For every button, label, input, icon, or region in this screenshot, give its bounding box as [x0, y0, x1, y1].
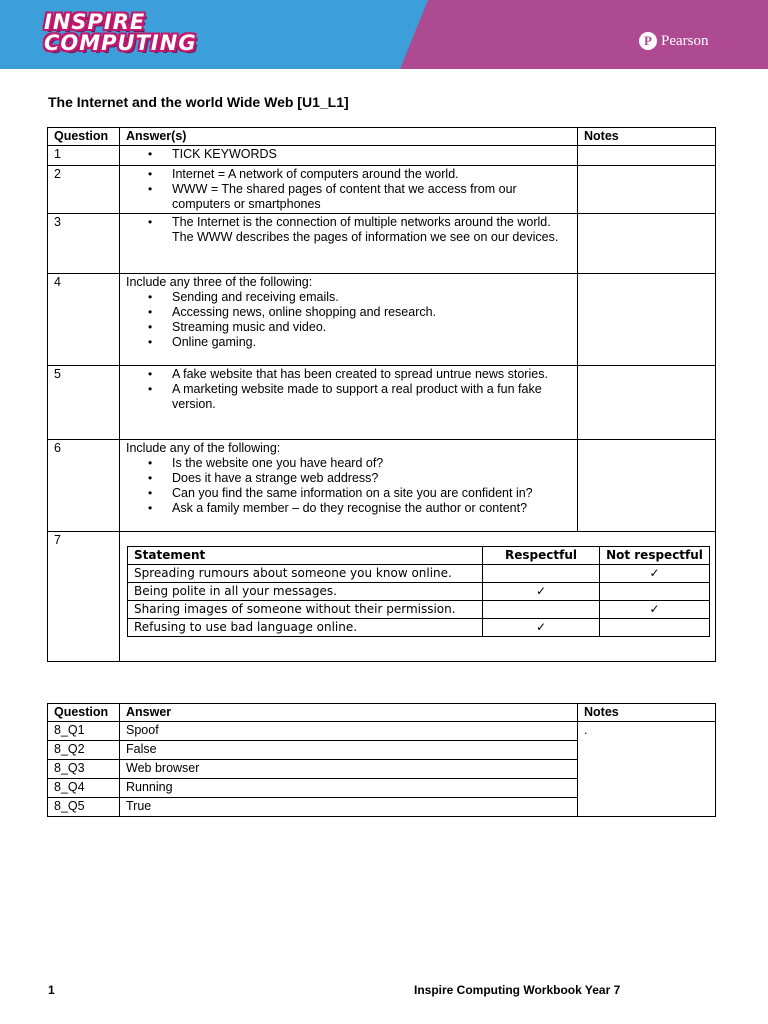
respect-table-cell: [120, 532, 716, 662]
answer-bullet: • Accessing news, online shopping and research.: [172, 305, 571, 320]
header-not-respectful: Not respectful: [600, 547, 710, 565]
not-respectful-tick: ✓: [600, 565, 710, 583]
answers-table-header: [48, 128, 716, 146]
answer-text: Web browser: [120, 760, 578, 779]
answer-bullet: • Streaming music and video.: [172, 320, 571, 335]
respectful-tick: ✓: [483, 583, 600, 601]
question-id: 8_Q2: [48, 741, 120, 760]
notes-cell: .: [578, 722, 716, 817]
question-number: 7: [48, 532, 120, 662]
table-row: [128, 601, 710, 619]
question-number: 2: [48, 166, 120, 214]
answer-cell: [120, 166, 578, 214]
answer-bullet: • Can you find the same information on a site you are confident in?: [172, 486, 571, 501]
statement-text: Sharing images of someone without their permission.: [128, 601, 483, 619]
header-respectful: Respectful: [483, 547, 600, 565]
answer-bullet: • Online gaming.: [172, 335, 571, 350]
table-row: [128, 619, 710, 637]
not-respectful-tick: [600, 619, 710, 637]
table-row: [48, 214, 716, 274]
header-notes: Notes: [578, 128, 716, 146]
table-row: [128, 565, 710, 583]
question-id: 8_Q1: [48, 722, 120, 741]
answer-bullet: • Internet = A network of computers around the world.: [172, 167, 571, 182]
header-answer: Answer: [120, 704, 578, 722]
statement-text: Refusing to use bad language online.: [128, 619, 483, 637]
table-row: [48, 166, 716, 214]
notes-cell: [578, 440, 716, 532]
table-row: [48, 274, 716, 366]
footer-book-title: Inspire Computing Workbook Year 7: [414, 983, 621, 997]
header-statement: Statement: [128, 547, 483, 565]
pearson-icon: P: [639, 32, 657, 50]
answers-table: [47, 127, 716, 662]
statement-text: Being polite in all your messages.: [128, 583, 483, 601]
respectful-tick: ✓: [483, 619, 600, 637]
page-title: The Internet and the world Wide Web [U1_L1]: [48, 94, 349, 110]
header-answers: Answer(s): [120, 128, 578, 146]
statement-text: Spreading rumours about someone you know online.: [128, 565, 483, 583]
quiz-answers-table: [47, 703, 716, 817]
answer-cell: [120, 146, 578, 166]
notes-cell: [578, 146, 716, 166]
answer-text: False: [120, 741, 578, 760]
question-id: 8_Q3: [48, 760, 120, 779]
answer-bullet: • Is the website one you have heard of?: [172, 456, 571, 471]
answer-cell: [120, 366, 578, 440]
table-row: [48, 146, 716, 166]
answer-bullet: • Does it have a strange web address?: [172, 471, 571, 486]
question-id: 8_Q5: [48, 798, 120, 817]
answer-bullet: • WWW = The shared pages of content that we access from our computers or smartphones: [172, 182, 571, 212]
page-number: 1: [48, 983, 55, 997]
answer-bullet: • TICK KEYWORDS: [172, 147, 571, 162]
notes-cell: [578, 166, 716, 214]
question-number: 6: [48, 440, 120, 532]
respect-table: [127, 546, 710, 637]
answer-bullet: • Sending and receiving emails.: [172, 290, 571, 305]
notes-cell: [578, 214, 716, 274]
notes-cell: [578, 366, 716, 440]
question-id: 8_Q4: [48, 779, 120, 798]
header-question: Question: [48, 128, 120, 146]
answer-intro: Include any of the following:: [126, 441, 281, 455]
table-row: [48, 440, 716, 532]
answer-bullet: • The Internet is the connection of multiple networks around the world. The WWW describes the pages of information we see on our devices.: [172, 215, 571, 245]
answer-cell: [120, 214, 578, 274]
question-number: 3: [48, 214, 120, 274]
answer-bullet: • A marketing website made to support a real product with a fun fake version.: [172, 382, 571, 412]
answer-intro: Include any three of the following:: [126, 275, 313, 289]
header-question: Question: [48, 704, 120, 722]
table-row: [48, 366, 716, 440]
question-number: 4: [48, 274, 120, 366]
table-row: [128, 583, 710, 601]
respectful-tick: [483, 565, 600, 583]
quiz-table-header: [48, 704, 716, 722]
answer-text: True: [120, 798, 578, 817]
answer-cell: [120, 440, 578, 532]
banner-magenta-panel: [400, 0, 768, 69]
logo-line-2: COMPUTING: [44, 31, 197, 55]
question-number: 1: [48, 146, 120, 166]
question-number: 5: [48, 366, 120, 440]
not-respectful-tick: [600, 583, 710, 601]
inspire-computing-logo: [44, 12, 224, 56]
table-row: [48, 532, 716, 662]
answer-text: Running: [120, 779, 578, 798]
table-row: [48, 722, 716, 741]
header-banner: [0, 0, 768, 69]
pearson-wordmark: Pearson: [661, 32, 709, 49]
answer-cell: [120, 274, 578, 366]
answer-bullet: • A fake website that has been created to spread untrue news stories.: [172, 367, 571, 382]
answer-text: Spoof: [120, 722, 578, 741]
logo-line-1: INSPIRE: [44, 10, 146, 34]
respectful-tick: [483, 601, 600, 619]
notes-cell: [578, 274, 716, 366]
header-notes: Notes: [578, 704, 716, 722]
pearson-logo: [639, 32, 709, 50]
not-respectful-tick: ✓: [600, 601, 710, 619]
answer-bullet: • Ask a family member – do they recognise the author or content?: [172, 501, 571, 516]
respect-table-header: [128, 547, 710, 565]
